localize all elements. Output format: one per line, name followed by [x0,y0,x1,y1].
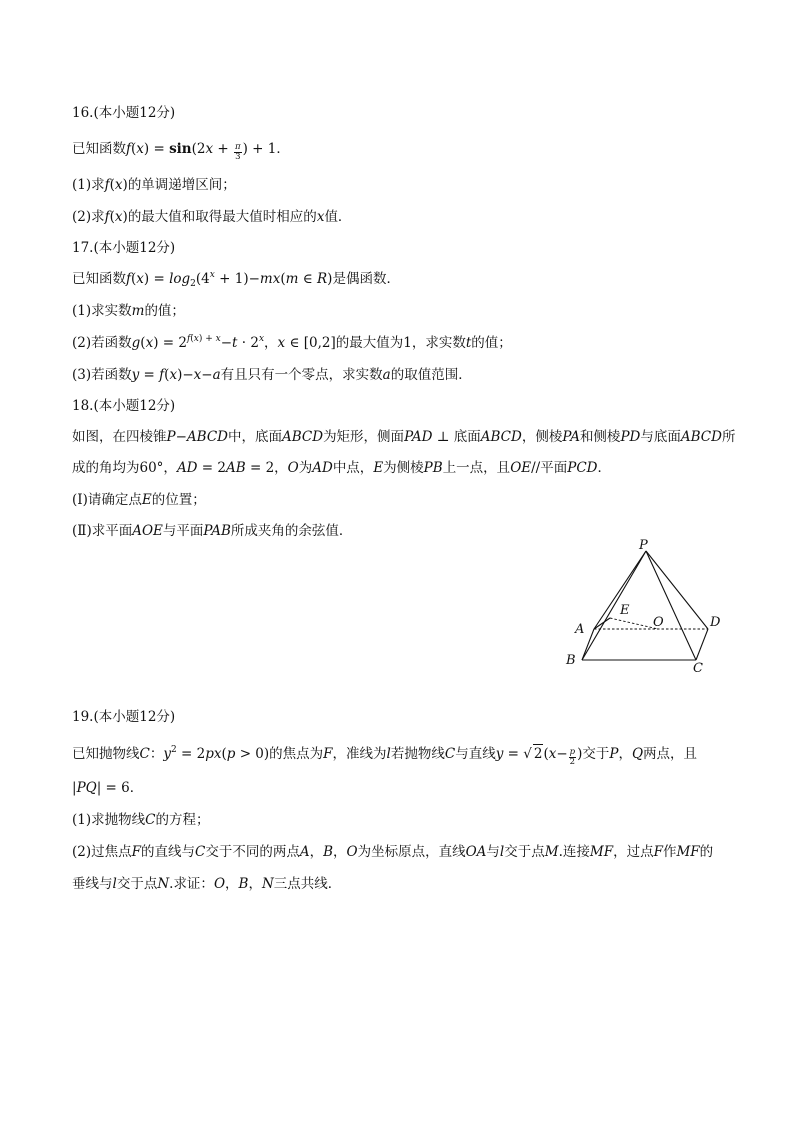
label-P: P [639,538,648,553]
edge-PB [582,551,646,660]
pyramid-figure [560,538,730,678]
label-O: O [653,615,664,630]
q18-header: 18.(本小题12分) [72,398,176,414]
edge-PC [646,551,696,660]
q18-stem-line2: 成的角均为60°，AD = 2AB = 2，O为AD中点，E为侧棱PB上一点，且OE//平面PCD． [72,460,611,476]
q17-header: 17.(本小题12分) [72,240,176,256]
pyramid-diagram [560,538,730,678]
segment-OE-hidden [610,618,658,629]
edge-CD [696,629,708,660]
q19-part1: (1)求抛物线C的方程； [72,812,210,828]
q17-part3: (3)若函数y = f(x)−x−a有且只有一个零点，求实数a的取值范围． [72,367,472,383]
q16-header: 16.(本小题12分) [72,105,176,121]
q19-header: 19.(本小题12分) [72,709,176,725]
label-A: A [575,622,585,637]
q19-stem-line1: 已知抛物线C：$y^2 = 2px(p > 0)$的焦点为F，准线为l若抛物线C与直线y = √ 2(x− $\frac{p}{2}$ )交于P，Q两点，且 [72,745,698,767]
q19-part2-line2: 垂线与l交于点N.求证：O，B，N三点共线． [72,876,342,892]
label-D: D [710,615,721,630]
q18-stem-line1: 如图，在四棱锥P−ABCD中，底面ABCD为矩形，侧面PAD ⊥ 底面ABCD，侧棱PA和侧棱PD与底面ABCD所 [72,429,736,445]
q16-part2: (2)求f(x)的最大值和取得最大值时相应的x值． [72,209,352,225]
label-E: E [620,603,630,618]
q17-part1: (1)求实数m的值； [72,303,185,319]
q17-part2: (2)若函数$g(x) = 2^{f(x) + x}-t \cdot 2^x$，x ∈ [0,2]的最大值为1，求实数t的值； [72,334,512,351]
q19-stem-line2: |PQ| = 6． [72,780,144,796]
q18-part2: (Ⅱ)求平面AOE与平面PAB所成夹角的余弦值． [72,523,353,539]
q19-part2-line1: (2)过焦点F的直线与C交于不同的两点A，B，O为坐标原点，直线OA与l交于点M.连接MF，过点F作MF的 [72,844,714,860]
q16-part1: (1)求f(x)的单调递增区间； [72,177,236,193]
label-B: B [566,653,576,668]
q18-part1: (Ⅰ)请确定点E的位置； [72,492,206,508]
edge-AE [594,618,610,629]
q17-stem: 已知函数$f(x) = \log_2(4^x + 1)-mx(m$ ∈ R)是偶函数． [72,270,400,289]
q16-stem: 已知函数f(x) = sin(2x + $\frac{\pi}{3}$ ) + 1． [72,141,290,162]
label-C: C [693,661,703,676]
